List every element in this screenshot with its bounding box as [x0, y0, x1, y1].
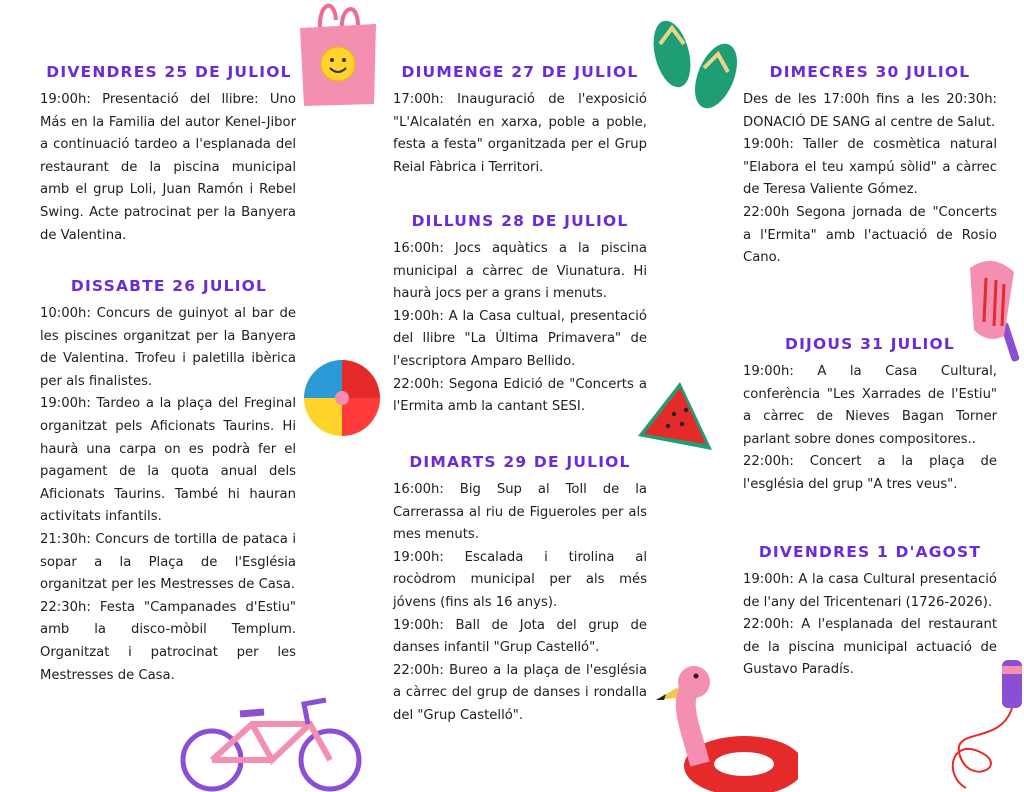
- day-events: [743, 361, 997, 497]
- day-events: [393, 238, 647, 419]
- bicycle-icon: [180, 690, 364, 792]
- beach-ball-icon: [302, 358, 382, 438]
- day-heading: DIJOUS 31 JULIOL: [785, 335, 955, 353]
- event-entry: Des de les 17:00h fins a les 20:30h: DONACIÓ DE SANG al centre de Salut.: [743, 92, 997, 130]
- event-entry: 22:00h: Concert a la plaça de l'església del grup "A tres veus".: [743, 454, 997, 492]
- event-entry: 19:00h: A la Casa cultual, presentació del llibre "La Última Primavera" de l'escriptora Amparo Bellido.: [393, 308, 647, 369]
- day-events: [40, 89, 296, 247]
- day-heading: DISSABTE 26 JULIOL: [70, 277, 268, 295]
- event-entry: 22:00h Segona jornada de "Concerts a l'Ermita" amb l'actuació de Rosio Cano.: [743, 204, 997, 266]
- event-entry: 19:00h: A la Casa Cultural, conferència "Les Xarrades de l'Estiu" a càrrec de Nieves Bagan Torner parlant sobre dones compositores..: [743, 364, 997, 447]
- day-heading: DIMECRES 30 JULIOL: [769, 63, 971, 81]
- day-heading: DILLUNS 28 DE JULIOL: [411, 212, 629, 230]
- event-entry: 22:00h: A l'esplanada del restaurant de la piscina municipal actuació de Gustavo Paradís.: [743, 617, 997, 678]
- event-entry: 22:00h: Segona Edició de "Concerts a l'Ermita amb la cantant SESI.: [393, 376, 647, 415]
- event-entry: 19:00h: Presentació del llibre: Uno Más en la Familia del autor Kenel-Jibor a continuació tardeo a l'esplanada del restaurant de la piscina municipal amb el grup Loli, Juan Ramón i Rebel Swing. Acte patrocinat per la Banyera de Valentina.: [40, 92, 296, 243]
- day-heading: DIUMENGE 27 DE JULIOL: [401, 63, 639, 81]
- event-entry: 22:30h: Festa "Campanades d'Estiu" amb la disco-mòbil Templum. Organitzat i patrocinat per les Mestresses de Casa.: [40, 599, 296, 683]
- event-entry: 22:00h: Bureo a la plaça de l'església a càrrec del grup de danses i rondalla del "Grup Castelló".: [393, 662, 647, 723]
- event-entry: 10:00h: Concurs de guinyot al bar de les piscines organitzat per la Banyera de Valentina. Trofeu i paletilla ibèrica per als finalistes.: [40, 306, 296, 389]
- event-entry: 16:00h: Jocs aquàtics a la piscina municipal a càrrec de Viunatura. Hi haurà jocs per a grans i menuts.: [393, 241, 647, 302]
- day-heading: DIVENDRES 1 D'AGOST: [758, 543, 982, 561]
- day-events: [743, 569, 997, 682]
- event-entry: 19:00h: A la casa Cultural presentació de l'any del Tricentenari (1726-2026).: [743, 572, 997, 610]
- event-entry: 19:00h: Escalada i tirolina al rocòdrom municipal per als més jóvens (fins als 16 anys).: [393, 549, 647, 610]
- flip-flops-icon: [650, 10, 742, 114]
- event-entry: 19:00h: Ball de Jota del grup de danses infantil "Grup Castelló".: [393, 617, 647, 656]
- event-entry: 19:00h: Tardeo a la plaça del Freginal organitzat pels Aficionats Taurins. Hi haurà una carpa on es podrà fer el pagament de la quota anual dels Aficionats Taurins. També hi hauran activitats infantils.: [40, 396, 296, 525]
- day-events: [743, 89, 997, 270]
- day-heading: DIMARTS 29 DE JULIOL: [409, 453, 631, 471]
- event-entry: 16:00h: Big Sup al Toll de la Carrerassa al riu de Figueroles per als mes menuts.: [393, 482, 647, 543]
- event-entry: 17:00h: Inauguració de l'exposició "L'Alcalatén en xarxa, poble a poble, festa a festa" organitzada per el Grup Reial Fàbrica i Territori.: [393, 92, 647, 175]
- event-entry: 21:30h: Concurs de tortilla de pataca i sopar a la Plaça de l'Església organitzat per les Mestresses de Casa.: [40, 531, 296, 593]
- day-events: [393, 89, 647, 179]
- day-events: [40, 303, 296, 687]
- day-heading: DIVENDRES 25 DE JULIOL: [46, 63, 292, 81]
- tote-bag-icon: [296, 0, 380, 108]
- event-entry: 19:00h: Taller de cosmètica natural "Elabora el teu xampú sòlid" a càrrec de Teresa Valiente Gómez.: [743, 137, 997, 198]
- day-events: [393, 479, 647, 728]
